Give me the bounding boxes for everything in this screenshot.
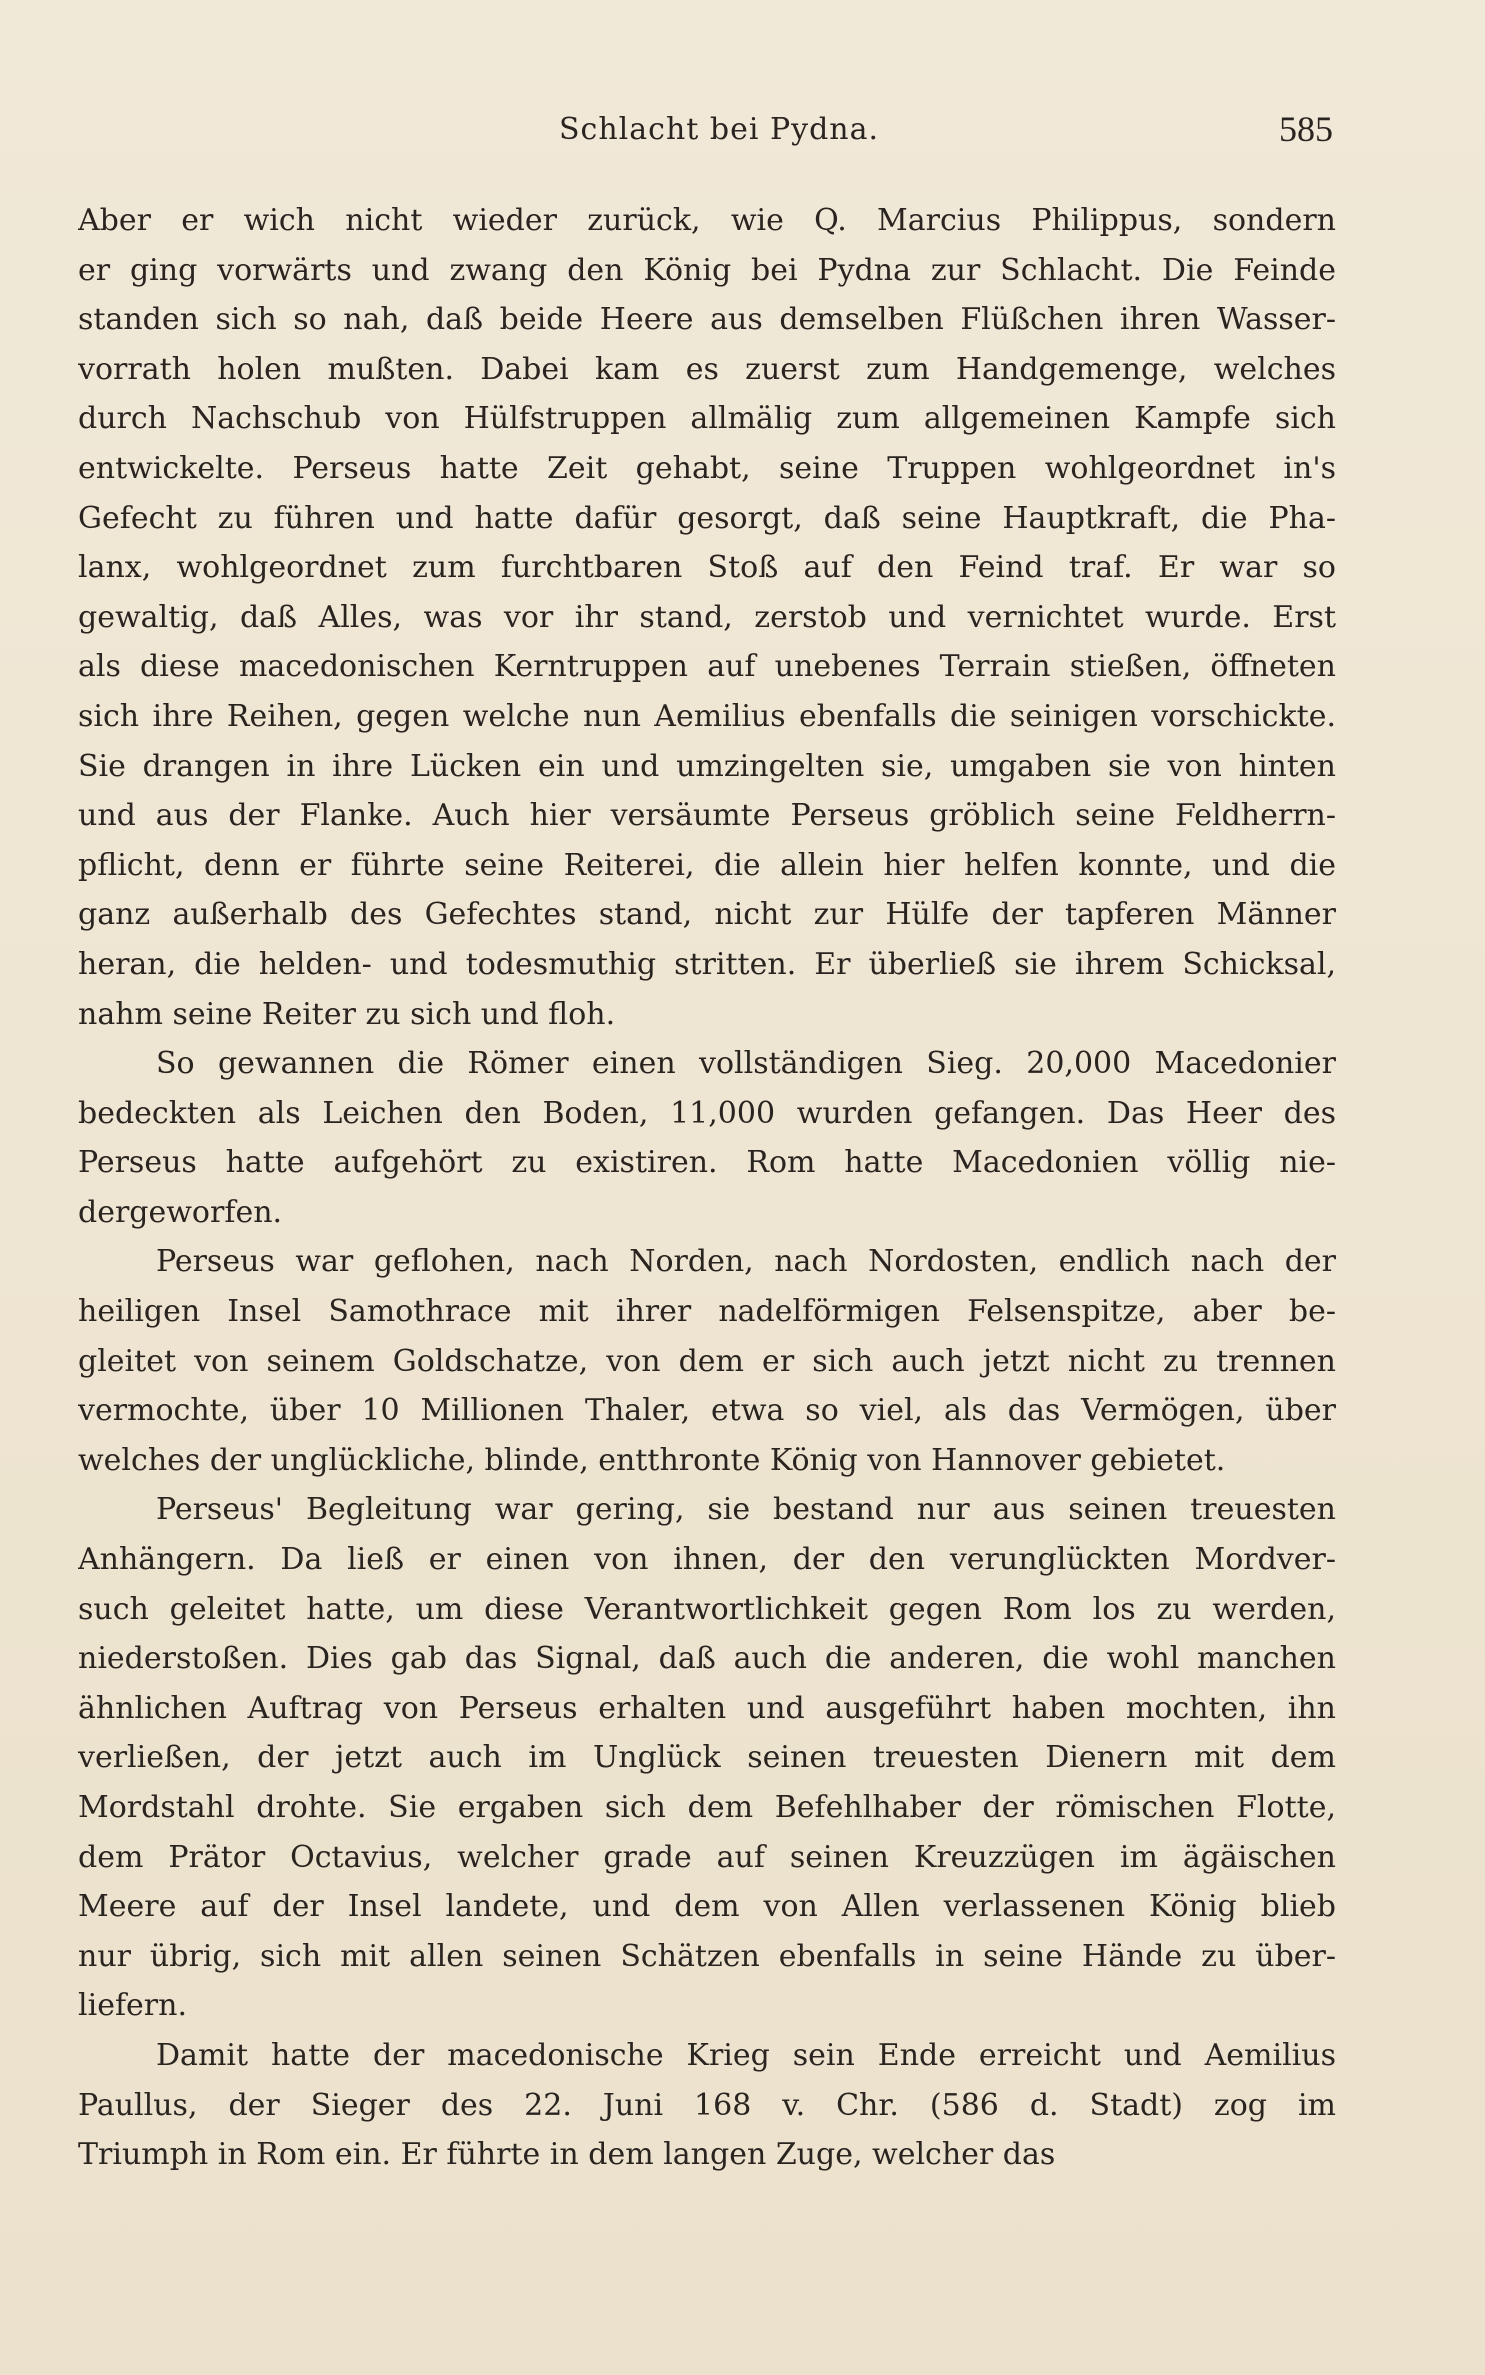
text-line: durch Nachschub von Hülfstruppen allmälig zum allgemeinen Kampfe sich bbox=[78, 401, 1336, 437]
paragraph bbox=[78, 1485, 1336, 2031]
text-line: lanx, wohlgeordnet zum furchtbaren Stoß auf den Feind traf. Er war so bbox=[78, 550, 1336, 586]
text-line: und aus der Flanke. Auch hier versäumte Perseus gröblich seine Feldherrn- bbox=[78, 798, 1336, 834]
text-line: So gewannen die Römer einen vollständigen Sieg. 20,000 Macedonier bbox=[156, 1046, 1336, 1082]
text-line: vermochte, über 10 Millionen Thaler, etwa so viel, als das Vermögen, über bbox=[78, 1393, 1336, 1429]
text-line: welches der unglückliche, blinde, entthronte König von Hannover gebietet. bbox=[78, 1442, 1226, 1478]
body-text bbox=[78, 196, 1336, 2180]
text-line: er ging vorwärts und zwang den König bei Pydna zur Schlacht. Die Feinde bbox=[78, 252, 1336, 288]
paragraph bbox=[78, 196, 1336, 1039]
text-line: gewaltig, daß Alles, was vor ihr stand, zerstob und vernichtet wurde. Erst bbox=[78, 599, 1336, 635]
text-line: ähnlichen Auftrag von Perseus erhalten und ausgeführt haben mochten, ihn bbox=[78, 1690, 1336, 1726]
text-line: pflicht, denn er führte seine Reiterei, die allein hier helfen konnte, und die bbox=[78, 847, 1336, 883]
paragraph bbox=[78, 1039, 1336, 1237]
text-line: Aber er wich nicht wieder zurück, wie Q. Marcius Philippus, sondern bbox=[78, 203, 1336, 238]
text-line: heiligen Insel Samothrace mit ihrer nadelförmigen Felsenspitze, aber be- bbox=[78, 1294, 1336, 1330]
text-line: gleitet von seinem Goldschatze, von dem er sich auch jetzt nicht zu trennen bbox=[78, 1343, 1336, 1379]
text-line: Perseus war geflohen, nach Norden, nach Nordosten, endlich nach der bbox=[156, 1244, 1336, 1280]
text-line: Perseus hatte aufgehört zu existiren. Rom hatte Macedonien völlig nie- bbox=[78, 1145, 1336, 1181]
text-line: bedeckten als Leichen den Boden, 11,000 wurden gefangen. Das Heer des bbox=[78, 1095, 1336, 1131]
text-line: dergeworfen. bbox=[78, 1194, 283, 1230]
running-head bbox=[0, 109, 1485, 162]
running-head-title: Schlacht bei Pydna. bbox=[559, 112, 880, 147]
text-line: vorrath holen mußten. Dabei kam es zuerst zum Handgemenge, welches bbox=[78, 351, 1336, 387]
text-line: als diese macedonischen Kerntruppen auf unebenes Terrain stießen, öffneten bbox=[78, 649, 1336, 685]
text-line: dem Prätor Octavius, welcher grade auf seinen Kreuzzügen im ägäischen bbox=[78, 1839, 1336, 1875]
text-line: liefern. bbox=[78, 1988, 187, 2024]
text-line: niederstoßen. Dies gab das Signal, daß auch die anderen, die wohl manchen bbox=[78, 1641, 1336, 1677]
text-line: Meere auf der Insel landete, und dem von Allen verlassenen König blieb bbox=[78, 1889, 1336, 1925]
paragraph bbox=[78, 1237, 1336, 1485]
paragraph bbox=[78, 2031, 1336, 2180]
text-line: nur übrig, sich mit allen seinen Schätzen ebenfalls in seine Hände zu über- bbox=[78, 1938, 1336, 1974]
text-line: Triumph in Rom ein. Er führte in dem langen Zuge, welcher das bbox=[78, 2137, 1056, 2173]
text-line: standen sich so nah, daß beide Heere aus demselben Flüßchen ihren Wasser- bbox=[78, 302, 1336, 338]
text-line: Damit hatte der macedonische Krieg sein Ende erreicht und Aemilius bbox=[156, 2037, 1336, 2073]
text-line: such geleitet hatte, um diese Verantwortlichkeit gegen Rom los zu werden, bbox=[78, 1591, 1336, 1627]
text-line: Paullus, der Sieger des 22. Juni 168 v. Chr. (586 d. Stadt) zog im bbox=[78, 2087, 1336, 2123]
text-line: Anhängern. Da ließ er einen von ihnen, der den verunglückten Mordver- bbox=[78, 1542, 1336, 1578]
text-line: Gefecht zu führen und hatte dafür gesorgt, daß seine Hauptkraft, die Pha- bbox=[78, 500, 1336, 536]
text-line: verließen, der jetzt auch im Unglück seinen treuesten Dienern mit dem bbox=[78, 1740, 1336, 1776]
text-line: nahm seine Reiter zu sich und floh. bbox=[78, 996, 616, 1032]
text-line: Perseus' Begleitung war gering, sie bestand nur aus seinen treuesten bbox=[156, 1492, 1336, 1528]
text-line: Mordstahl drohte. Sie ergaben sich dem Befehlhaber der römischen Flotte, bbox=[78, 1790, 1336, 1825]
text-line: Sie drangen in ihre Lücken ein und umzingelten sie, umgaben sie von hinten bbox=[78, 748, 1336, 784]
text-line: heran, die helden- und todesmuthig stritten. Er überließ sie ihrem Schicksal, bbox=[78, 946, 1336, 982]
text-line: entwickelte. Perseus hatte Zeit gehabt, seine Truppen wohlgeordnet in's bbox=[78, 450, 1336, 486]
page-number: 585 bbox=[1279, 109, 1333, 149]
text-line: ganz außerhalb des Gefechtes stand, nicht zur Hülfe der tapferen Männer bbox=[78, 897, 1336, 933]
text-line: sich ihre Reihen, gegen welche nun Aemilius ebenfalls die seinigen vorschickte. bbox=[78, 698, 1336, 734]
